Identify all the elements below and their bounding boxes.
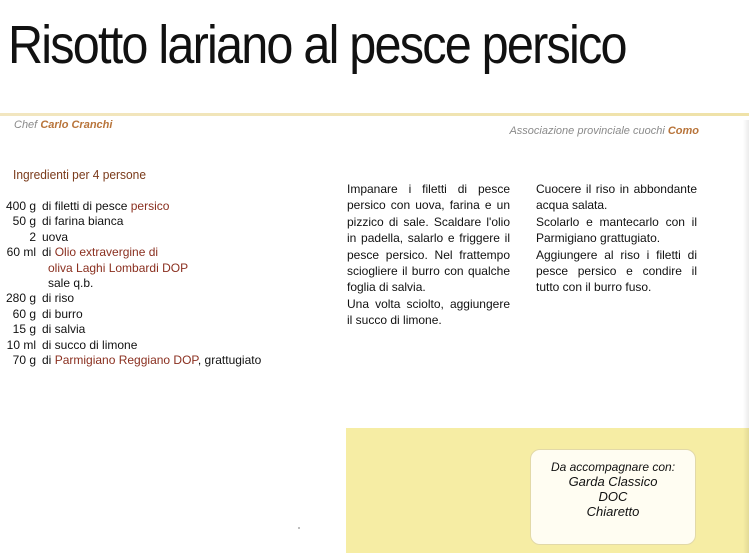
ingredient-row <box>0 245 330 260</box>
method-paragraph: Impanare i filetti di pesce persico con uova, farina e un pizzico di sale. Scaldare l'olio in padella, salarlo e friggere il pesce persico. Nel frattempo sciogliere il burro con qualche foglia di salvia. <box>347 182 510 295</box>
pairing-label: Da accompagnare con: <box>550 460 676 474</box>
ingredient-row <box>0 199 330 214</box>
ingredient-text: di succo di limone <box>42 337 138 352</box>
association-city: Como <box>667 125 699 137</box>
method-paragraph: Una volta sciolto, aggiungere il succo di limone. <box>347 296 510 328</box>
wine-line: Chiaretto <box>586 504 640 519</box>
method-paragraph: Cuocere il riso in abbondante acqua salata. <box>536 182 697 213</box>
ingredient-text: di salvia <box>42 322 86 337</box>
ingredients-heading: Ingredienti per 4 persone <box>13 167 146 182</box>
ingredient-qty: 50 g <box>12 214 36 229</box>
ingredient-text: di farina bianca <box>42 214 124 229</box>
ingredient-qty: 400 g <box>5 199 36 213</box>
method-paragraph: Aggiungere al riso i filetti di pesce persico e condire il tutto con il burro fuso. <box>536 247 697 295</box>
chef-name: Carlo Cranchi <box>40 119 113 131</box>
ingredient-text: uova <box>42 229 69 244</box>
ingredient-text: sale q.b. <box>48 276 94 291</box>
ingredient-qty: 60 g <box>12 306 36 321</box>
method-column-2 <box>536 181 697 296</box>
ingredient-text: oliva Laghi Lombardi DOP <box>48 260 189 275</box>
ingredient-row <box>0 322 330 337</box>
ingredient-qty: 60 ml <box>6 245 36 260</box>
ingredient-row <box>0 353 330 368</box>
association-credit <box>509 125 699 137</box>
ingredient-qty: 280 g <box>5 291 36 306</box>
ingredient-text: di Olio extravergine di <box>42 245 159 260</box>
ingredient-text: di filetti di pesce persico <box>42 199 170 213</box>
wine-line: Garda Classico <box>568 474 658 489</box>
ingredient-qty: 70 g <box>12 353 36 368</box>
title-divider <box>0 113 749 116</box>
ingredient-row <box>0 291 330 306</box>
ingredient-qty: 2 <box>29 229 36 244</box>
chef-credit <box>14 119 112 131</box>
ingredient-text: di Parmigiano Reggiano DOP, grattugiato <box>42 353 262 368</box>
chef-prefix: Chef <box>14 119 38 131</box>
ingredient-qty: 15 g <box>12 322 36 337</box>
ingredient-text: di riso <box>42 291 75 306</box>
method-paragraph: Scolarlo e mantecarlo con il Parmigiano grattugiato. <box>536 214 697 246</box>
ingredient-row <box>0 261 330 276</box>
ingredient-row <box>0 230 330 245</box>
ingredient-qty: 10 ml <box>6 337 36 352</box>
wine-line: DOC <box>598 489 628 504</box>
ingredients-list <box>0 199 330 368</box>
method-column-1 <box>347 181 510 329</box>
ingredient-row <box>0 338 330 353</box>
wine-pairing-box <box>530 449 696 545</box>
ingredient-row <box>0 307 330 322</box>
ingredient-text: di burro <box>42 306 83 321</box>
recipe-title: Risotto lariano al pesce persico <box>8 15 626 75</box>
page-edge-shadow <box>743 120 749 553</box>
ingredient-row <box>0 214 330 229</box>
scan-speck <box>298 527 300 529</box>
association-prefix: Associazione provinciale cuochi <box>509 125 665 137</box>
ingredient-row <box>0 276 330 291</box>
